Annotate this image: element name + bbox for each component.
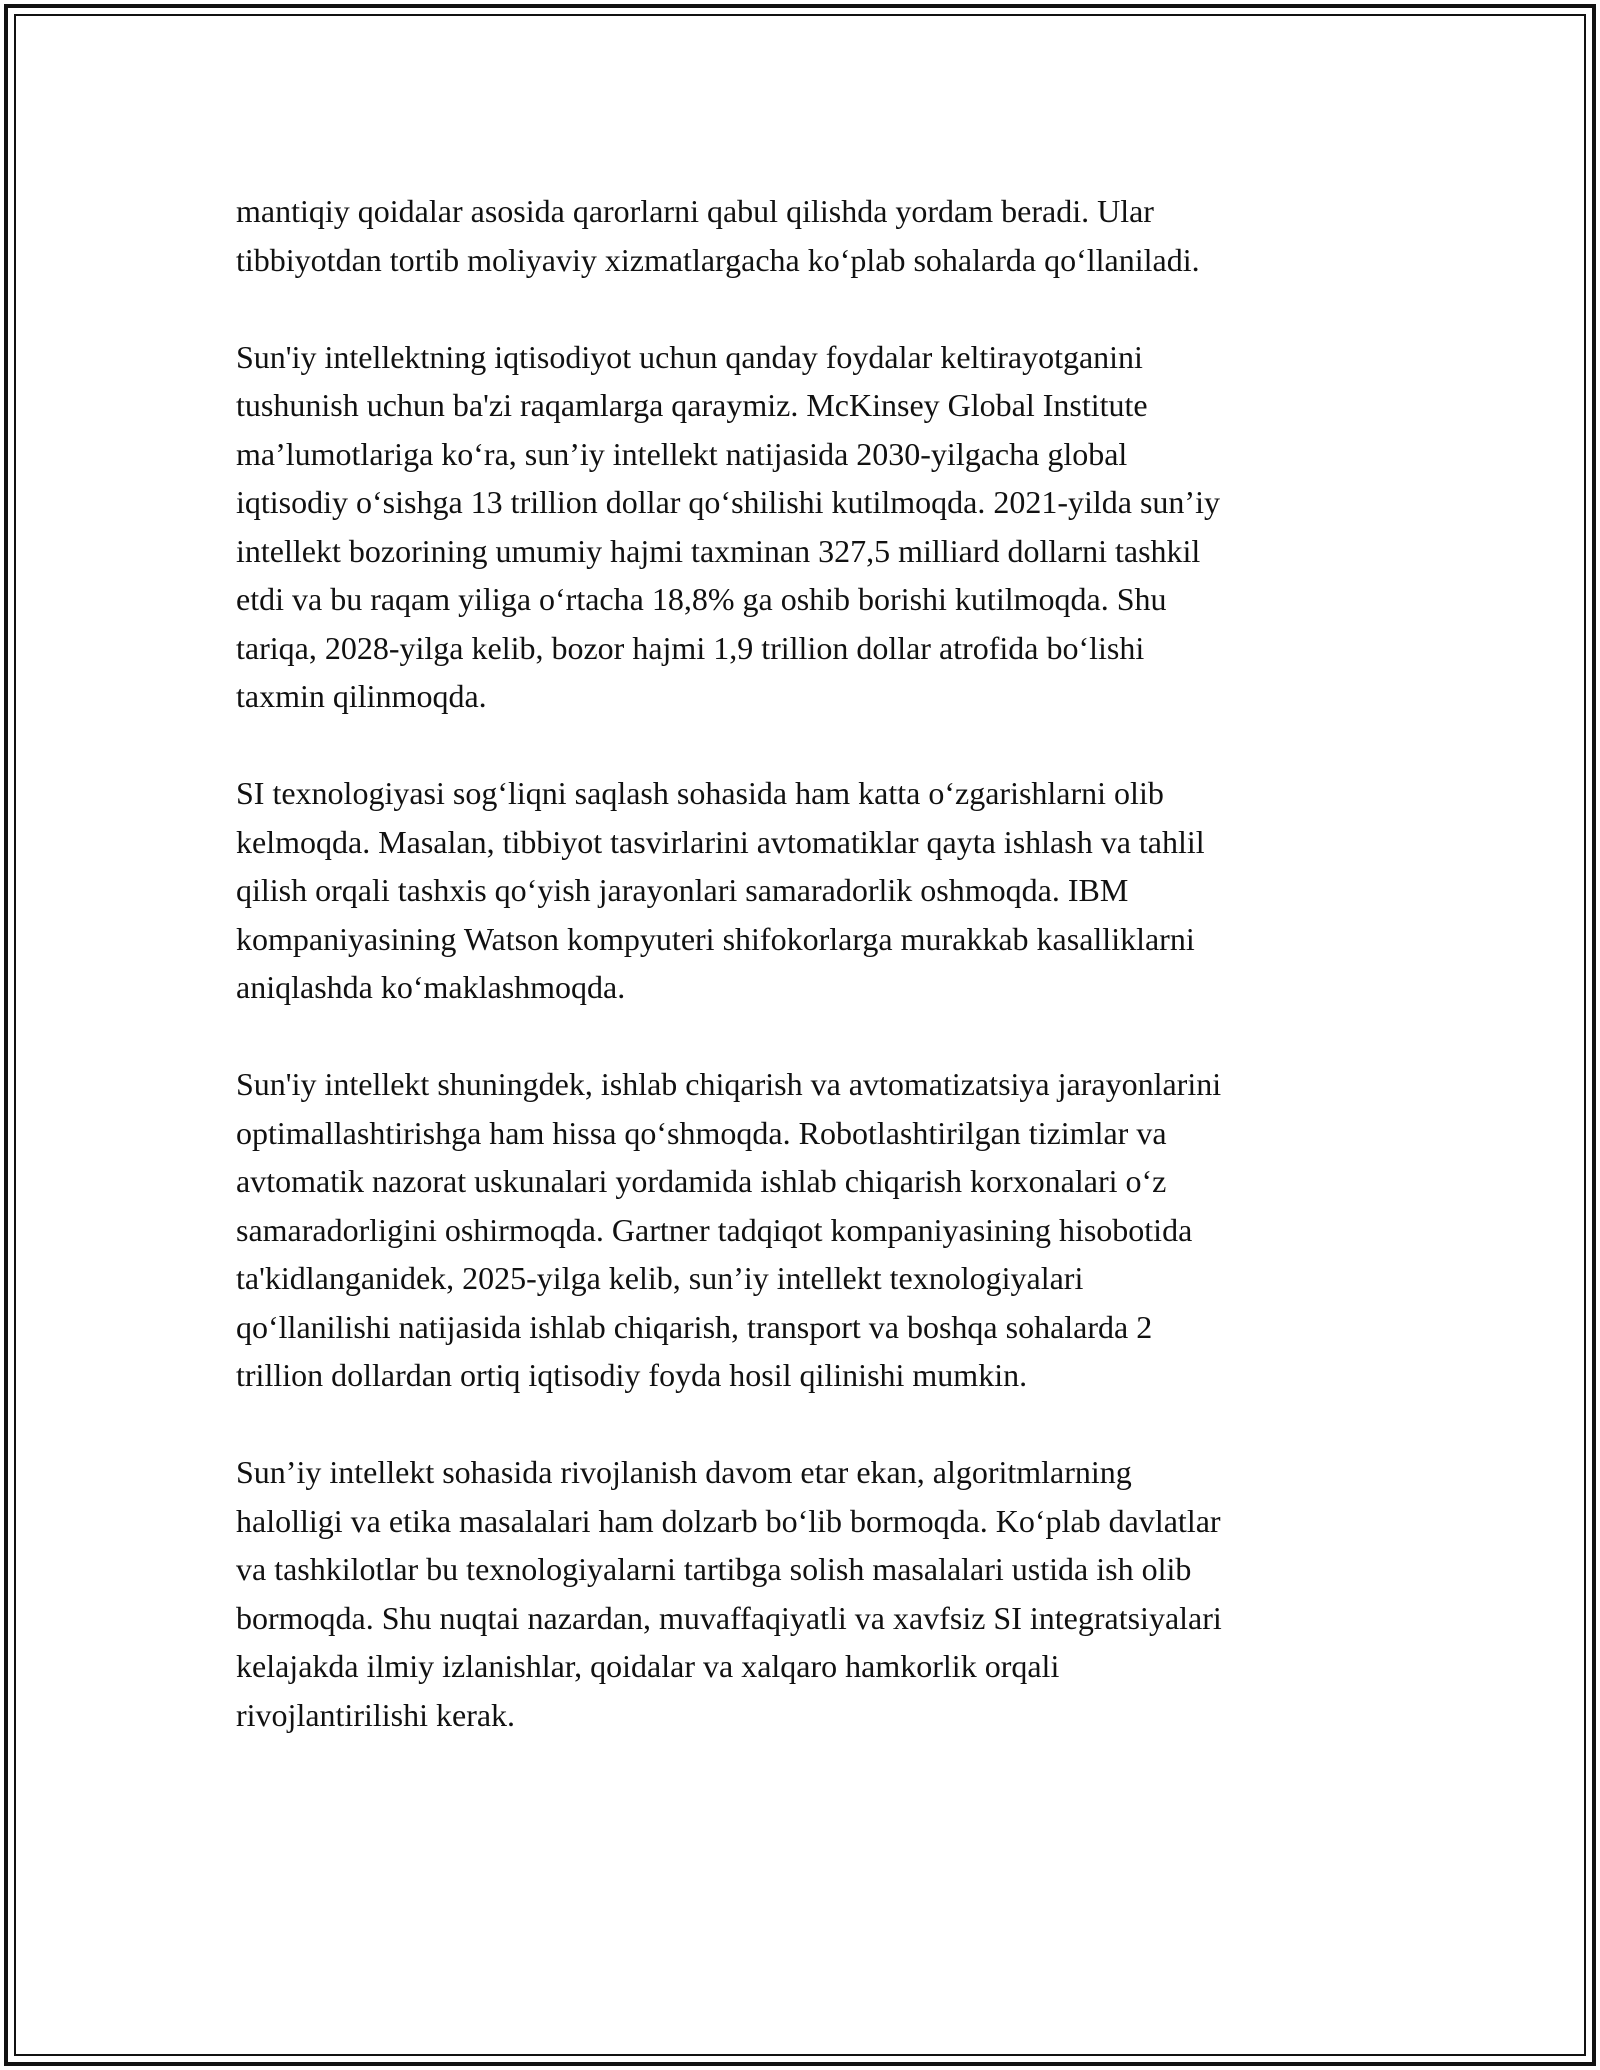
text-line: va tashkilotlar bu texnologiyalarni tartibga solish masalalari ustida ish olib <box>236 1551 1192 1587</box>
text-line: bormoqda. Shu nuqtai nazardan, muvaffaqiyatli va xavfsiz SI integratsiyalari <box>236 1599 1222 1636</box>
paragraph-2 <box>236 333 1366 721</box>
text-line: rivojlantirilishi kerak. <box>236 1696 516 1733</box>
text-line: halolligi va etika masalalari ham dolzarb bo‘lib bormoqda. Ko‘plab davlatlar <box>236 1502 1221 1539</box>
text-line: qilish orqali tashxis qo‘yish jarayonlari samaradorlik oshmoqda. IBM <box>236 872 1129 908</box>
text-line: tariqa, 2028-yilga kelib, bozor hajmi 1,9 trillion dollar atrofida bo‘lishi <box>236 629 1145 666</box>
text-line: ta'kidlanganidek, 2025-yilga kelib, sun’iy intellekt texnologiyalari <box>236 1260 1084 1296</box>
text-line: taxmin qilinmoqda. <box>236 678 487 714</box>
text-line: iqtisodiy o‘sishga 13 trillion dollar qo‘shilishi kutilmoqda. 2021-yilda sun’iy <box>236 484 1220 520</box>
text-line: ma’lumotlariga ko‘ra, sun’iy intellekt natijasida 2030-yilgacha global <box>236 435 1128 472</box>
document-body <box>236 187 1366 1788</box>
text-line: avtomatik nazorat uskunalari yordamida ishlab chiqarish korxonalari o‘z <box>236 1163 1167 1199</box>
text-line: Sun'iy intellektning iqtisodiyot uchun qanday foydalar keltirayotganini <box>236 338 1143 375</box>
text-line: Sun’iy intellekt sohasida rivojlanish davom etar ekan, algoritmlarning <box>236 1454 1132 1490</box>
text-line: SI texnologiyasi sog‘liqni saqlash sohasida ham katta o‘zgarishlarni olib <box>236 775 1164 811</box>
text-line: qo‘llanilishi natijasida ishlab chiqarish, transport va boshqa sohalarda 2 <box>236 1308 1153 1345</box>
text-line: kelmoqda. Masalan, tibbiyot tasvirlarini avtomatiklar qayta ishlash va tahlil <box>236 823 1205 860</box>
text-line: kelajakda ilmiy izlanishlar, qoidalar va xalqaro hamkorlik orqali <box>236 1648 1060 1684</box>
text-line: trillion dollardan ortiq iqtisodiy foyda hosil qilinishi mumkin. <box>236 1357 1028 1393</box>
paragraph-3 <box>236 769 1366 1012</box>
text-line: Sun'iy intellekt shuningdek, ishlab chiqarish va avtomatizatsiya jarayonlarini <box>236 1066 1222 1102</box>
text-line: tushunish uchun ba'zi raqamlarga qaraymiz. McKinsey Global Institute <box>236 387 1148 423</box>
paragraph-5 <box>236 1448 1366 1739</box>
text-line: samaradorligini oshirmoqda. Gartner tadqiqot kompaniyasining hisobotida <box>236 1211 1193 1248</box>
paragraph-4 <box>236 1060 1366 1400</box>
text-line: optimallashtirishga ham hissa qo‘shmoqda. Robotlashtirilgan tizimlar va <box>236 1114 1167 1151</box>
text-line: mantiqiy qoidalar asosida qarorlarni qabul qilishda yordam beradi. Ular <box>236 193 1154 229</box>
text-line: tibbiyotdan tortib moliyaviy xizmatlargacha ko‘plab sohalarda qo‘llaniladi. <box>236 241 1200 278</box>
text-line: kompaniyasining Watson kompyuteri shifokorlarga murakkab kasalliklarni <box>236 920 1195 957</box>
text-line: intellekt bozorining umumiy hajmi taxminan 327,5 milliard dollarni tashkil <box>236 532 1201 569</box>
text-line: etdi va bu raqam yiliga o‘rtacha 18,8% ga oshib borishi kutilmoqda. Shu <box>236 581 1167 617</box>
text-line: aniqlashda ko‘maklashmoqda. <box>236 969 626 1005</box>
paragraph-1 <box>236 187 1366 284</box>
